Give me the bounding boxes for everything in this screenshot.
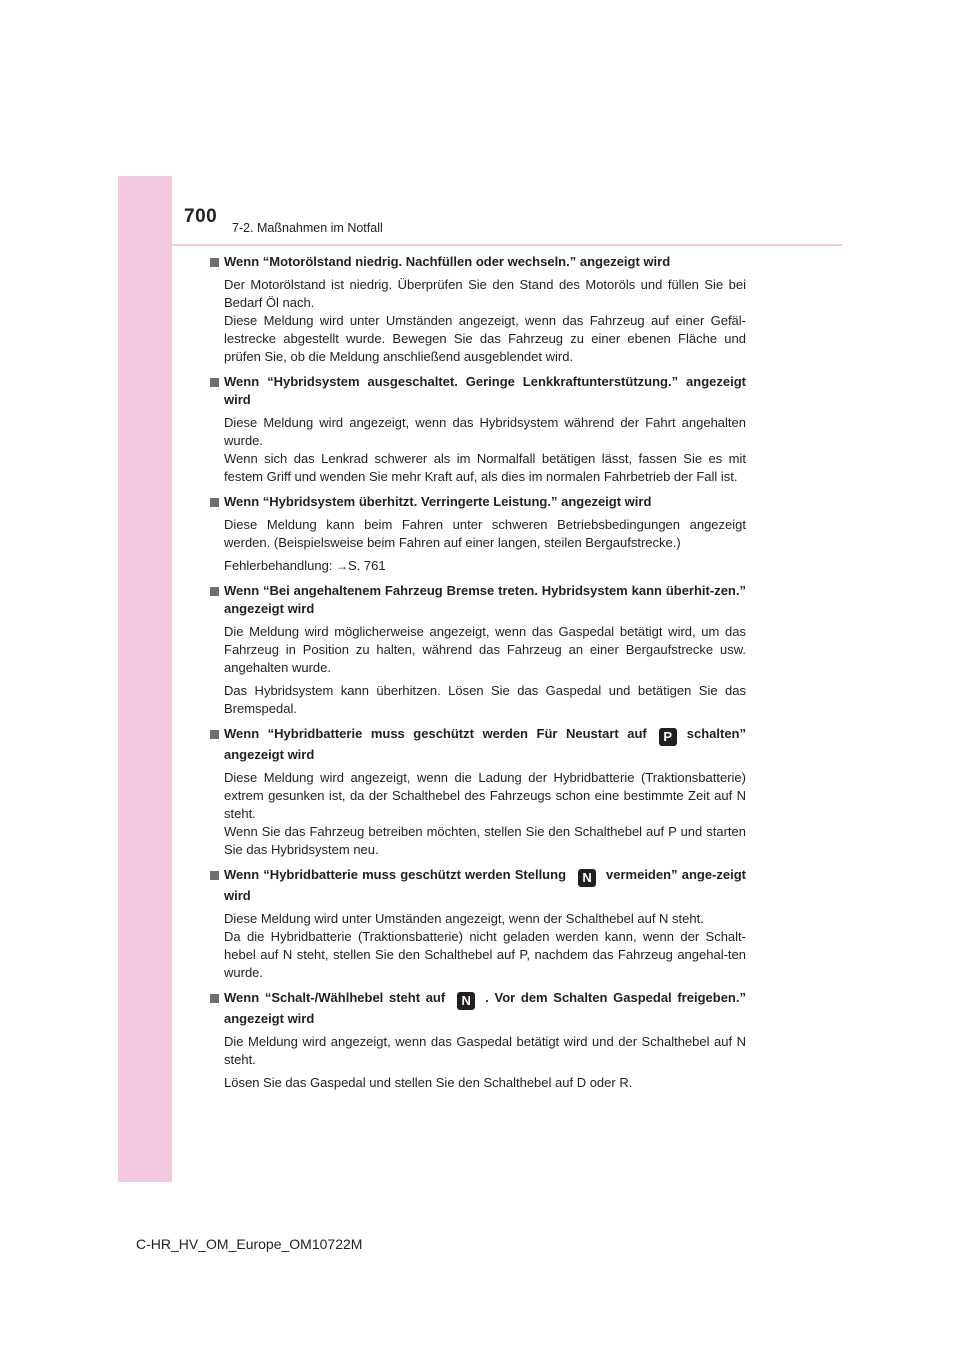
heading-text-end: . Vor dem Schalten Gaspedal freigeben.” angezeigt wird bbox=[224, 990, 746, 1026]
paragraph bbox=[208, 516, 746, 552]
square-bullet-icon bbox=[210, 378, 219, 387]
paragraph bbox=[208, 910, 746, 982]
message-heading bbox=[208, 373, 746, 409]
cross-reference bbox=[208, 557, 746, 575]
reference-label: Fehlerbehandlung: bbox=[224, 558, 337, 573]
paragraph-line: Lösen Sie das Gaspedal und stellen Sie den Schalthebel auf D oder R. bbox=[224, 1075, 633, 1090]
gear-p-icon: P bbox=[659, 728, 677, 746]
message-heading bbox=[208, 866, 746, 905]
paragraph-line: Die Meldung wird angezeigt, wenn das Gaspedal betätigt wird und der Schalthebel auf N steht. bbox=[224, 1034, 746, 1067]
paragraph bbox=[208, 414, 746, 486]
arrow-right-icon: → bbox=[336, 559, 349, 573]
heading-text: Wenn “Hybridsystem ausgeschaltet. Geringe Lenkkraftunterstützung.” angezeigt wird bbox=[224, 374, 746, 407]
heading-text-end: schalten” angezeigt wird bbox=[224, 726, 746, 762]
square-bullet-icon bbox=[210, 587, 219, 596]
paragraph-line: Diese Meldung kann beim Fahren unter schweren Betriebsbedingungen angezeigt werden. (Beispielsweise beim Fahren auf einer langen, steilen Bergaufstrecke.) bbox=[224, 517, 746, 550]
paragraph-line: Da die Hybridbatterie (Traktionsbatterie) nicht geladen werden kann, wenn der Schalt-hebel auf N steht, stellen Sie den Schalthebel auf P, nachdem das Fahrzeug angehal-ten wurde. bbox=[224, 929, 746, 980]
paragraph bbox=[208, 1033, 746, 1069]
paragraph-line: Wenn Sie das Fahrzeug betreiben möchten, stellen Sie den Schalthebel auf P und starten Sie das Hybridsystem neu. bbox=[224, 824, 746, 857]
document-footer: C-HR_HV_OM_Europe_OM10722M bbox=[136, 1236, 363, 1252]
heading-text-start: Wenn “Hybridbatterie muss geschützt werden Stellung bbox=[224, 867, 567, 882]
paragraph bbox=[208, 682, 746, 718]
paragraph-line: Die Meldung wird möglicherweise angezeigt, wenn das Gaspedal betätigt wird, um das Fahrzeug in Position zu halten, während das Fahrzeug an einer Bergaufstrecke usw. angehalten wurde. bbox=[224, 624, 746, 675]
heading-text: Wenn “Motorölstand niedrig. Nachfüllen oder wechseln.” angezeigt wird bbox=[224, 254, 671, 269]
paragraph bbox=[208, 276, 746, 366]
gear-n-icon: N bbox=[578, 869, 596, 887]
paragraph-line: Das Hybridsystem kann überhitzen. Lösen Sie das Gaspedal und betätigen Sie das Bremspedal. bbox=[224, 683, 746, 716]
message-heading bbox=[208, 725, 746, 764]
page-number: 700 bbox=[184, 206, 218, 227]
paragraph bbox=[208, 623, 746, 677]
heading-text: Wenn “Bei angehaltenem Fahrzeug Bremse treten. Hybridsystem kann überhit-zen.” angezeigt wird bbox=[224, 583, 746, 616]
heading-text-start: Wenn “Hybridbatterie muss geschützt werden Für Neustart auf bbox=[224, 726, 647, 741]
square-bullet-icon bbox=[210, 258, 219, 267]
heading-text: Wenn “Hybridsystem überhitzt. Verringerte Leistung.” angezeigt wird bbox=[224, 494, 652, 509]
page-reference-link[interactable]: S. 761 bbox=[348, 558, 386, 573]
gear-n-icon: N bbox=[457, 992, 475, 1010]
heading-text-end: vermeiden” ange-zeigt wird bbox=[224, 867, 746, 903]
square-bullet-icon bbox=[210, 498, 219, 507]
paragraph-line: Diese Meldung wird angezeigt, wenn das Hybridsystem während der Fahrt angehalten wurde. bbox=[224, 415, 746, 448]
square-bullet-icon bbox=[210, 994, 219, 1003]
paragraph bbox=[208, 1074, 746, 1092]
message-heading bbox=[208, 253, 746, 271]
section-title: 7-2. Maßnahmen im Notfall bbox=[232, 221, 383, 235]
message-heading bbox=[208, 493, 746, 511]
cross-reference-line bbox=[224, 558, 386, 573]
paragraph-line: Diese Meldung wird unter Umständen angezeigt, wenn der Schalthebel auf N steht. bbox=[224, 911, 704, 926]
paragraph-line: Wenn sich das Lenkrad schwerer als im Normalfall betätigen lässt, fassen Sie es mit festem Griff und wenden Sie mehr Kraft auf, als dies im normalen Fahrbetrieb der Fall ist. bbox=[224, 451, 746, 484]
square-bullet-icon bbox=[210, 730, 219, 739]
header-rule bbox=[172, 244, 842, 246]
page-content bbox=[208, 253, 746, 1097]
heading-text-start: Wenn “Schalt-/Wählhebel steht auf bbox=[224, 990, 446, 1005]
message-heading bbox=[208, 989, 746, 1028]
paragraph bbox=[208, 769, 746, 859]
chapter-side-band bbox=[118, 176, 172, 1182]
paragraph-line: Der Motorölstand ist niedrig. Überprüfen Sie den Stand des Motoröls und füllen Sie bei Bedarf Öl nach. bbox=[224, 277, 746, 310]
message-heading bbox=[208, 582, 746, 618]
square-bullet-icon bbox=[210, 871, 219, 880]
paragraph-line: Diese Meldung wird angezeigt, wenn die Ladung der Hybridbatterie (Traktionsbatterie) extrem gesunken ist, da der Schalthebel des Fahrzeugs schon eine bestimmte Zeit auf N steht. bbox=[224, 770, 746, 821]
paragraph-line: Diese Meldung wird unter Umständen angezeigt, wenn das Fahrzeug auf einer Gefäl-lestrecke abgestellt wurde. Bewegen Sie das Fahrzeug zu einer ebenen Fläche und prüfen Sie, ob die Meldung anschließend ausgeblendet wird. bbox=[224, 313, 746, 364]
